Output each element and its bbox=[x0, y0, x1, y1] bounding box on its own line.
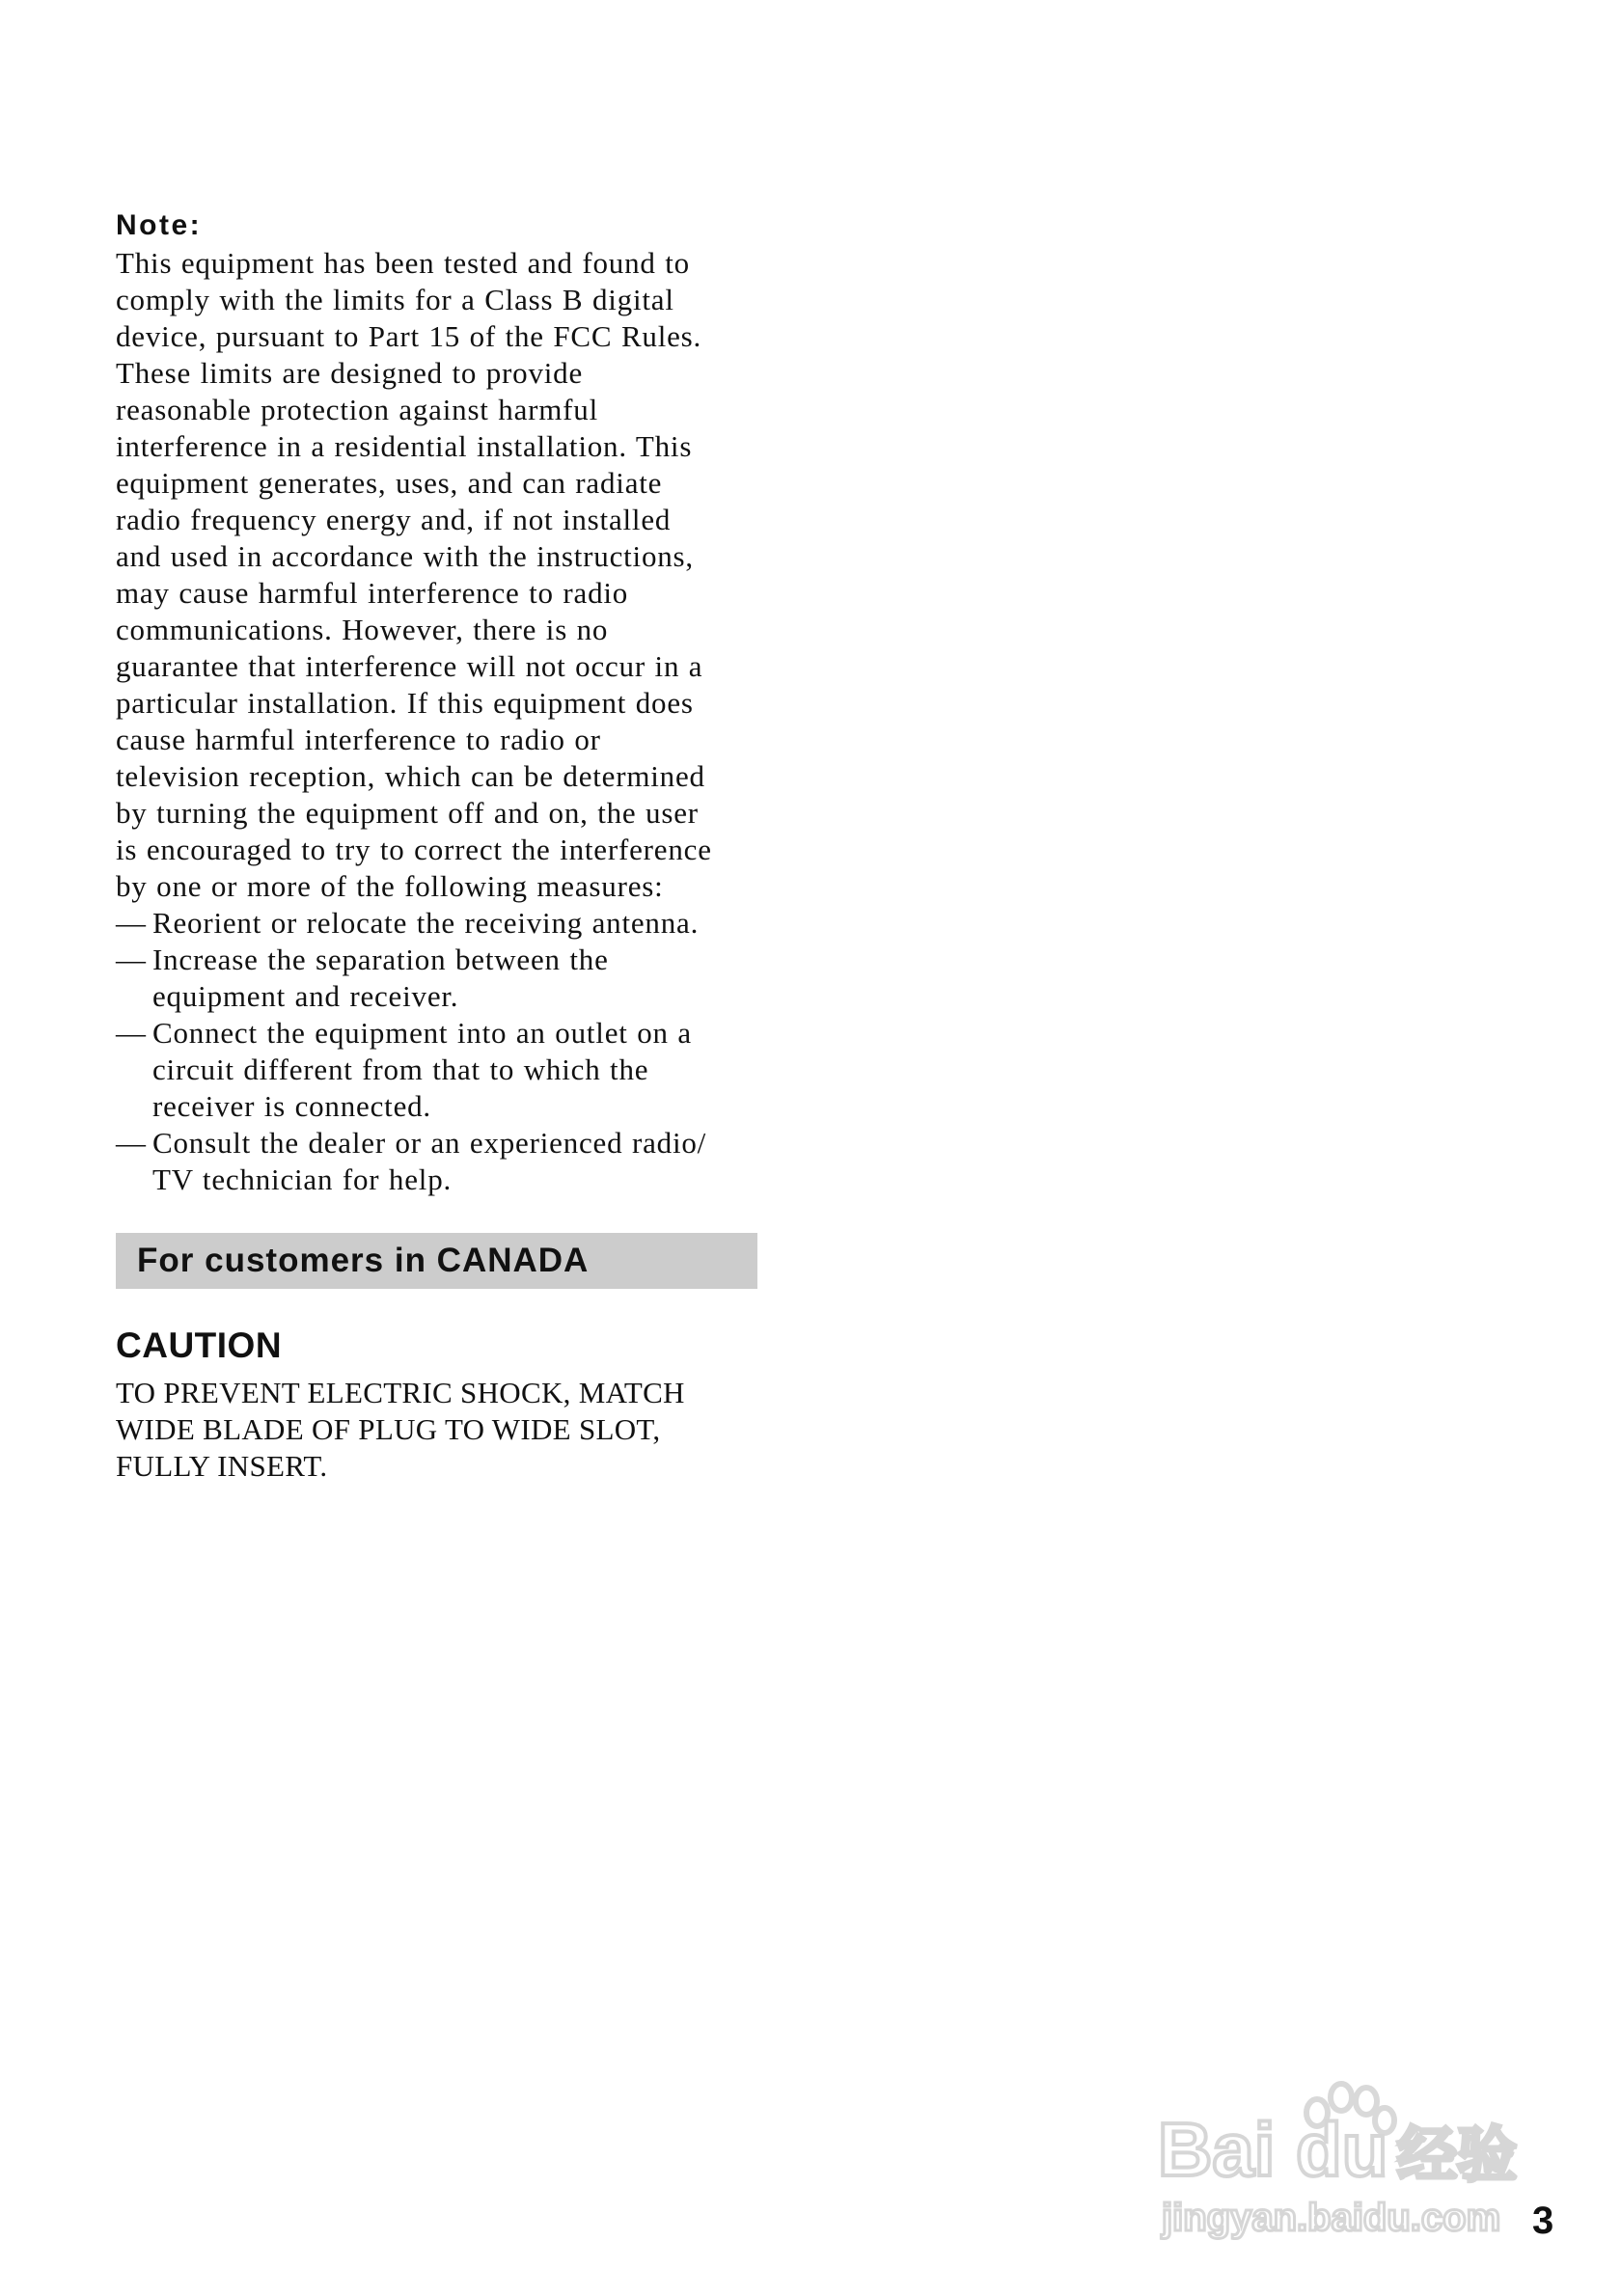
note-line: reasonable protection against harmful bbox=[116, 393, 599, 426]
list-item-line: circuit different from that to which the bbox=[152, 1052, 649, 1086]
note-line: communications. However, there is no bbox=[116, 613, 609, 646]
watermark-brand: Bai du bbox=[1158, 2107, 1388, 2192]
note-line: comply with the limits for a Class B digital bbox=[116, 283, 674, 316]
note-line: radio frequency energy and, if not installed bbox=[116, 503, 672, 536]
section-title: For customers in CANADA bbox=[137, 1242, 590, 1279]
bullet-dash: — bbox=[116, 906, 147, 940]
bullet-dash: — bbox=[116, 1126, 147, 1160]
note-line: guarantee that interference will not occur in a bbox=[116, 649, 703, 683]
watermark-url: jingyan.baidu.com bbox=[1162, 2197, 1501, 2239]
list-item-line: receiver is connected. bbox=[152, 1089, 431, 1123]
note-line: This equipment has been tested and found to bbox=[116, 246, 690, 280]
list-item-line: Consult the dealer or an experienced radio/ bbox=[152, 1126, 707, 1160]
measures-list bbox=[116, 905, 772, 1198]
section-header-bar bbox=[116, 1233, 757, 1289]
bullet-dash: — bbox=[116, 943, 147, 976]
note-line: equipment generates, uses, and can radiate bbox=[116, 466, 663, 500]
note-body bbox=[116, 245, 772, 905]
note-line: by turning the equipment off and on, the user bbox=[116, 796, 699, 830]
baidu-watermark bbox=[1148, 2055, 1534, 2248]
watermark-brand-cn: 经验 bbox=[1397, 2119, 1518, 2190]
note-line: may cause harmful interference to radio bbox=[116, 576, 629, 610]
caution-line: TO PREVENT ELECTRIC SHOCK, MATCH bbox=[116, 1376, 685, 1409]
list-item bbox=[116, 1125, 772, 1198]
note-line: by one or more of the following measures: bbox=[116, 869, 664, 903]
note-line: These limits are designed to provide bbox=[116, 356, 584, 390]
list-item-line: Reorient or relocate the receiving antenna. bbox=[152, 906, 700, 940]
note-line: is encouraged to try to correct the interference bbox=[116, 833, 712, 866]
page-number: 3 bbox=[1532, 2200, 1554, 2242]
caution-heading: CAUTION bbox=[116, 1326, 283, 1365]
note-line: interference in a residential installation. This bbox=[116, 429, 693, 463]
list-item-line: equipment and receiver. bbox=[152, 979, 459, 1013]
note-line: television reception, which can be determined bbox=[116, 759, 705, 793]
list-item-line: TV technician for help. bbox=[152, 1162, 453, 1196]
list-item-line: Increase the separation between the bbox=[152, 943, 609, 976]
list-item bbox=[116, 905, 772, 942]
note-line: cause harmful interference to radio or bbox=[116, 723, 601, 756]
bullet-dash: — bbox=[116, 1016, 147, 1050]
list-item bbox=[116, 1015, 772, 1125]
caution-line: WIDE BLADE OF PLUG TO WIDE SLOT, bbox=[116, 1412, 661, 1446]
note-line: and used in accordance with the instructions, bbox=[116, 539, 694, 573]
list-item-line: Connect the equipment into an outlet on a bbox=[152, 1016, 692, 1050]
note-line: particular installation. If this equipment does bbox=[116, 686, 694, 720]
caution-body bbox=[116, 1375, 772, 1485]
list-item bbox=[116, 942, 772, 1015]
note-heading: Note: bbox=[116, 209, 203, 241]
note-line: device, pursuant to Part 15 of the FCC Rules. bbox=[116, 319, 702, 353]
caution-line: FULLY INSERT. bbox=[116, 1449, 328, 1483]
